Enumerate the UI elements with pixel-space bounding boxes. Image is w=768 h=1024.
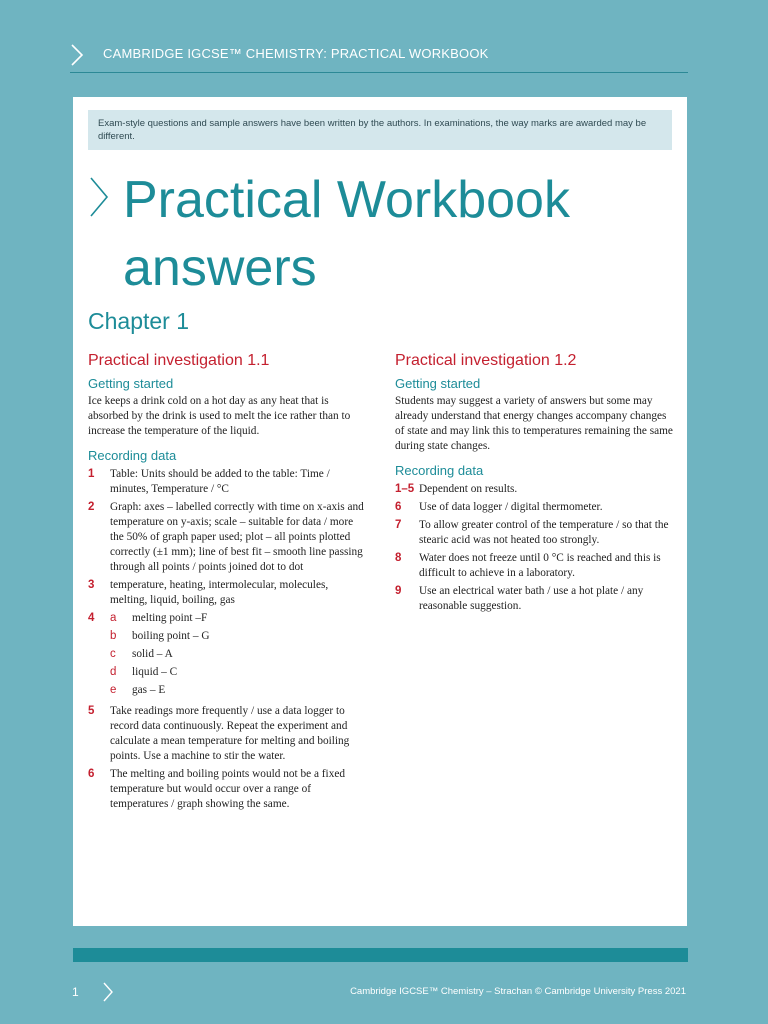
sub-item-text: boiling point – G: [132, 630, 210, 642]
item-text: Dependent on results.: [419, 483, 518, 495]
page-number: 1: [72, 985, 79, 999]
right-column: [395, 350, 677, 617]
sub-item-letter: e: [110, 684, 117, 696]
title-chevron-icon: [88, 176, 110, 218]
answer-list: [395, 482, 677, 614]
list-item: [88, 500, 366, 575]
list-item: [88, 767, 366, 812]
item-number: 2: [88, 501, 95, 513]
list-item: [395, 482, 677, 497]
item-number: 4: [88, 612, 95, 624]
list-item: [395, 518, 677, 548]
item-number: 7: [395, 519, 402, 531]
investigation-heading: Practical investigation 1.1: [88, 352, 270, 369]
recording-data-label: Recording data: [395, 463, 484, 478]
sub-item-text: solid – A: [132, 648, 173, 660]
getting-started-text: Students may suggest a variety of answers but some may already understand that energy changes accompany changes of state and may link this to temperatures remaining the same during state changes.: [395, 395, 673, 452]
getting-started-text: Ice keeps a drink cold on a hot day as any heat that is absorbed by the drink is used to melt the ice rather than to increase the temperature of the liquid.: [88, 395, 351, 437]
item-text: Take readings more frequently / use a data logger to record data continuously. Repeat the experiment and calculate a mean temperature for melting and boiling points. Use a machine to stir the water.: [110, 705, 350, 762]
list-item: [88, 704, 366, 764]
sub-item-text: melting point –F: [132, 612, 208, 624]
getting-started-label: Getting started: [395, 376, 481, 391]
running-header: CAMBRIDGE IGCSE™ CHEMISTRY: PRACTICAL WORKBOOK: [103, 46, 489, 61]
sub-item-text: liquid – C: [132, 666, 178, 678]
sub-list-item: [110, 647, 210, 662]
item-number: 8: [395, 552, 402, 564]
sub-item-letter: b: [110, 630, 117, 642]
header-divider: [70, 72, 688, 73]
sub-item-letter: c: [110, 648, 116, 660]
left-column: [88, 350, 366, 815]
item-number: 1: [88, 468, 95, 480]
item-text: Use an electrical water bath / use a hot plate / any reasonable suggestion.: [419, 585, 644, 612]
item-text: Water does not freeze until 0 °C is reached and this is difficult to achieve in a laboratory.: [419, 552, 661, 579]
sub-item-text: gas – E: [132, 684, 166, 696]
investigation-heading: Practical investigation 1.2: [395, 352, 577, 369]
next-page-chevron-icon[interactable]: [102, 982, 114, 1002]
recording-data-label: Recording data: [88, 448, 177, 463]
item-number: 3: [88, 579, 95, 591]
list-item: [88, 611, 366, 701]
item-text: Table: Units should be added to the table: Time / minutes, Temperature / °C: [110, 468, 330, 495]
item-number: 1–5: [395, 483, 415, 495]
list-item: [395, 551, 677, 581]
answer-list: [88, 467, 366, 812]
item-number: 9: [395, 585, 402, 597]
chevron-right-icon: [70, 44, 84, 66]
footer-credit: Cambridge IGCSE™ Chemistry – Strachan © Cambridge University Press 2021: [350, 986, 686, 997]
item-number: 5: [88, 705, 95, 717]
sub-list: [110, 611, 210, 701]
sub-item-letter: d: [110, 666, 117, 678]
sub-item-letter: a: [110, 612, 117, 624]
sub-list-item: [110, 665, 210, 680]
footer-bar: [73, 948, 688, 962]
sub-list-item: [110, 611, 210, 626]
item-text: To allow greater control of the temperature / so that the stearic acid was not heated too strongly.: [419, 519, 669, 546]
page-title: Practical Workbook answers: [123, 171, 570, 297]
getting-started-label: Getting started: [88, 376, 174, 391]
item-text: Use of data logger / digital thermometer.: [419, 501, 603, 513]
list-item: [395, 500, 677, 515]
sub-list-item: [110, 683, 210, 698]
disclaimer-note: Exam-style questions and sample answers have been written by the authors. In examinations, the way marks are awarded may be different.: [88, 110, 672, 150]
item-text: temperature, heating, intermolecular, molecules, melting, liquid, boiling, gas: [110, 579, 329, 606]
item-text: The melting and boiling points would not be a fixed temperature but would occur over a range of temperatures / graph showing the same.: [110, 768, 346, 810]
list-item: [88, 578, 366, 608]
sub-list-item: [110, 629, 210, 644]
list-item: [88, 467, 366, 497]
item-text: Graph: axes – labelled correctly with time on x-axis and temperature on y-axis; scale – suitable for data / more the 50% of graph paper used; plot – all points plotted correctly (±1 mm); line of best fit – smooth line passing through all points / points joined dot to dot: [110, 501, 364, 573]
list-item: [395, 584, 677, 614]
chapter-heading: Chapter 1: [88, 308, 190, 334]
item-number: 6: [88, 768, 95, 780]
item-number: 6: [395, 501, 402, 513]
